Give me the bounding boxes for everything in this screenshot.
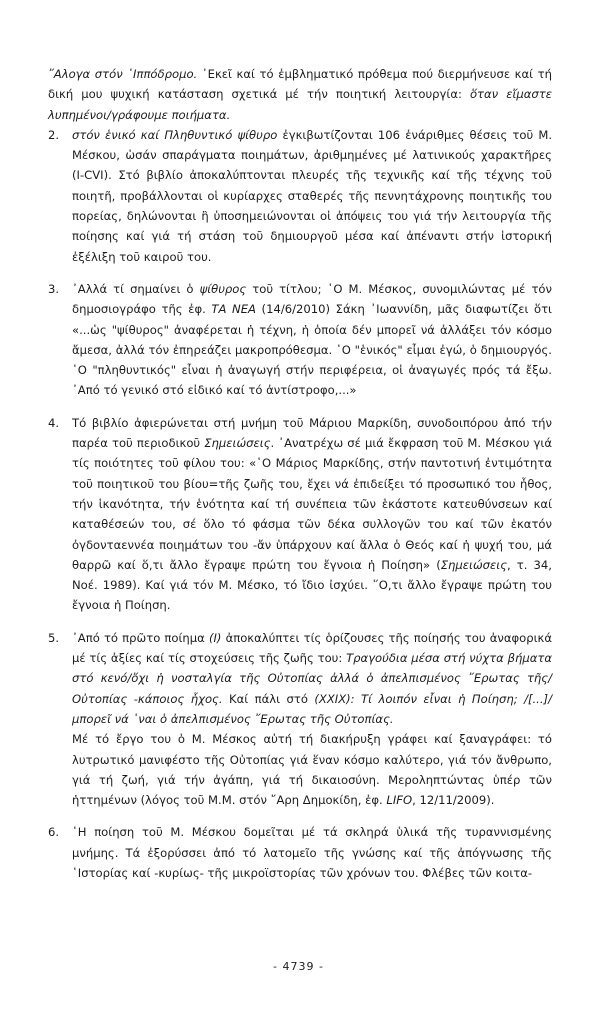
text-run: ῾Η ποίηση τοῦ Μ. Μέσκου δομεῖται μέ τά σκληρά ὑλικά τῆς τυραννισμένης μνήμης. Τά ἐξορύσσει ἀπό τό λατομεῖο τῆς γνώσης καί τῆς ἀπόγνωσης τῆς ῾Ιστορίας καί -κυρίως- τῆς μικροϊστορίας τῶν χρόνων του. Φλέβες τῶν κοιτα- xyxy=(72,825,552,880)
italic-text: Σημειώσεις xyxy=(204,436,271,451)
text-run: . ᾿Ανατρέχω σέ μιά ἔκφραση τοῦ Μ. Μέσκου γιά τίς ποιότητες τοῦ φίλου του: «῾Ο Μάριος Μαρκίδης, στήν παντοτινή ἐντιμότητα τοῦ ποιητικοῦ του βίου=τῆς ζωῆς του, ἔχει νά ἐπιδείξει τό προσωπικό του ἦθος, τήν ἱκανότητα, τήν ἑνότητα καί τή συνέπεια τῶν ἑκάστοτε κατευθύνσεων καί καταθέσεών του, σέ ὅλο τό φάσμα τῶν δέκα συλλογῶν του καί τῶν ἑκατόν ὀγδονταεννέα ποιημάτων του -ἄν ὑπάρχουν καί ἄλλα ὁ Θεός καί ἡ ψυχή του, μά θαρρῶ καί ὅ,τι ἄλλο ἔγραψε πρώτη του ἔγνοια ἡ Ποίηση» ( xyxy=(72,436,552,572)
italic-text: Τραγούδια μέσα στή νύχτα βήματα στό κενό/ὄχι ἡ νοσταλγία τῆς Οὐτοπίας ἀλλά ὁ ἀπελπισμένος ῎Ερωτας τῆς/Οὐτοπίας -κάποιος ἦχος. xyxy=(72,651,552,706)
text-run: Καί πάλι στό xyxy=(222,691,315,706)
text-run: ᾿Από τό πρῶτο ποίημα xyxy=(72,630,209,645)
text-run: , 12/11/2009). xyxy=(412,793,495,808)
text-run: ᾿Αλλά τί σημαίνει ὁ xyxy=(72,281,200,296)
note-6 xyxy=(48,822,552,883)
text-run: , τ. 34, Νοέ. 1989). Καί γιά τόν Μ. Μέσκο, τό ἴδιο ἰσχύει. ῞Ο,τι ἄλλο ἔγραψε πρώτη του ἔγνοια ἡ Ποίηση. xyxy=(72,557,552,613)
note-2 xyxy=(48,125,552,267)
note-1-continuation xyxy=(48,64,552,125)
note-number: 4. xyxy=(48,415,60,430)
note-number: 2. xyxy=(48,127,60,142)
text-run: τοῦ τίτλου; ῾Ο Μ. Μέσκος, συνομιλώντας μέ τόν δημοσιογράφο τῆς ἐφ. xyxy=(72,281,552,317)
italic-text: Σημειώσεις xyxy=(440,557,508,572)
text-run: Τό βιβλίο ἀφιερώνεται στή μνήμη τοῦ Μάριου Μαρκίδη, συνοδοιπόρου ἀπό τήν παρέα τοῦ περιοδικοῦ xyxy=(72,415,552,451)
note-text xyxy=(72,822,552,883)
note-text xyxy=(72,279,552,401)
italic-text: ψίθυρος xyxy=(199,281,247,296)
text-run: ἐγκιβωτίζονται 106 ἐνάριθμες θέσεις τοῦ Μ. Μέσκου, ὡσάν σπαράγματα ποιημάτων, ἀριθμημένες μέ λατινικούς χαρακτῆρες (I-CVI). Στό βιβλίο ἀποκαλύπτονται πλευρές τῆς τεχνικῆς καί τῆς τέχνης τοῦ ποιητῆ, προβάλλονται οἱ κυρίαρχες σταθερές τῆς πεννητάχρονης ποιητικῆς του πορείας, δηλώνονται ἢ ὑποσημειώνονται οἱ ἀπόψεις του γιά τήν λειτουργία τῆς ποίησης καί γιά τή στάση τοῦ δημιουργοῦ μέσα καί ἀπέναντι στήν ἱστορική ἐξέλιξη τοῦ καιροῦ του. xyxy=(72,127,553,264)
notes-section xyxy=(48,64,552,895)
note-text xyxy=(72,125,552,267)
text-run: ἀποκαλύπτει τίς ὁρίζουσες τῆς ποίησής του ἀναφορικά μέ τίς ἀξίες καί τίς στοχεύσεις τῆς ζωῆς του: xyxy=(72,630,552,666)
note-4 xyxy=(48,413,552,616)
italic-text: ῎Αλογα στόν ῾Ιππόδρομο. xyxy=(48,67,198,81)
italic-text: (XXIX): Τί λοιπόν εἶναι ἡ Ποίηση; /[...]/μπορεῖ νά ῾ναι ὁ ἀπελπισμένος ῎Ερωτας τῆς Οὐτοπίας. xyxy=(72,691,552,726)
note-number: 5. xyxy=(48,630,60,645)
note-number: 3. xyxy=(48,281,60,296)
italic-text: LIFO xyxy=(386,793,413,808)
text-run: (14/6/2010) Σάκη ᾿Ιωαννίδη, μᾶς διαφωτίζει ὅτι «...ὡς "ψίθυρος" ἀναφέρεται ἡ τέχνη, ἡ ὁποία δέν μπορεῖ νά ἀλλάξει τόν κόσμο ἄμεσα, ἀλλά τόν ἐπηρεάζει μακροπρόθεσμα. ῾Ο "ἑνικός" εἶμαι ἐγώ, ὁ δημιουργός. ῾Ο "πληθυντικός" εἶναι ἡ ἀναγωγή στήν περιφέρεια, οἱ ἀναγωγές πρός τά ἔξω. ᾿Από τό γενικό στό εἰδικό καί τό ἀντίστροφο,...» xyxy=(72,302,552,398)
italic-text: (I) xyxy=(208,630,222,645)
text-run: Μέ τό ἔργο του ὁ Μ. Μέσκος αὐτή τή διακήρυξη γράφει καί ξαναγράφει: τό λυτρωτικό μανιφέστο τῆς Οὐτοπίας γιά ἕναν κόσμο καλύτερο, γιά τόν ἄνθρωπο, γιά τή ζωή, γιά τήν ἀγάπη, γιά τή δικαιοσύνη. Μεροληπτώντας ὑπέρ τῶν ἡττημένων (λόγος τοῦ Μ.Μ. στόν ῎Αρη Δημοκίδη, ἐφ. xyxy=(72,732,552,808)
note-3 xyxy=(48,279,552,401)
italic-text: ὅταν εἴμαστε λυπημένοι/γράφουμε ποιήματα. xyxy=(48,87,552,122)
page-number: - 4739 - xyxy=(273,960,324,973)
italic-text: στόν ἑνικό καί Πληθυντικό ψίθυρο xyxy=(72,127,278,142)
note-text xyxy=(72,628,552,811)
note-text xyxy=(72,413,552,616)
italic-text: ΤΑ ΝΕΑ xyxy=(211,302,256,317)
note-number: 6. xyxy=(48,825,60,840)
note-5 xyxy=(48,628,552,811)
text-run: ᾿Εκεῖ καί τό ἐμβληματικό πρόθεμα πού διερμήνευσε καί τή δική μου ψυχική κατάσταση σχετικά μέ τήν ποιητική λειτουργία: xyxy=(48,67,552,102)
